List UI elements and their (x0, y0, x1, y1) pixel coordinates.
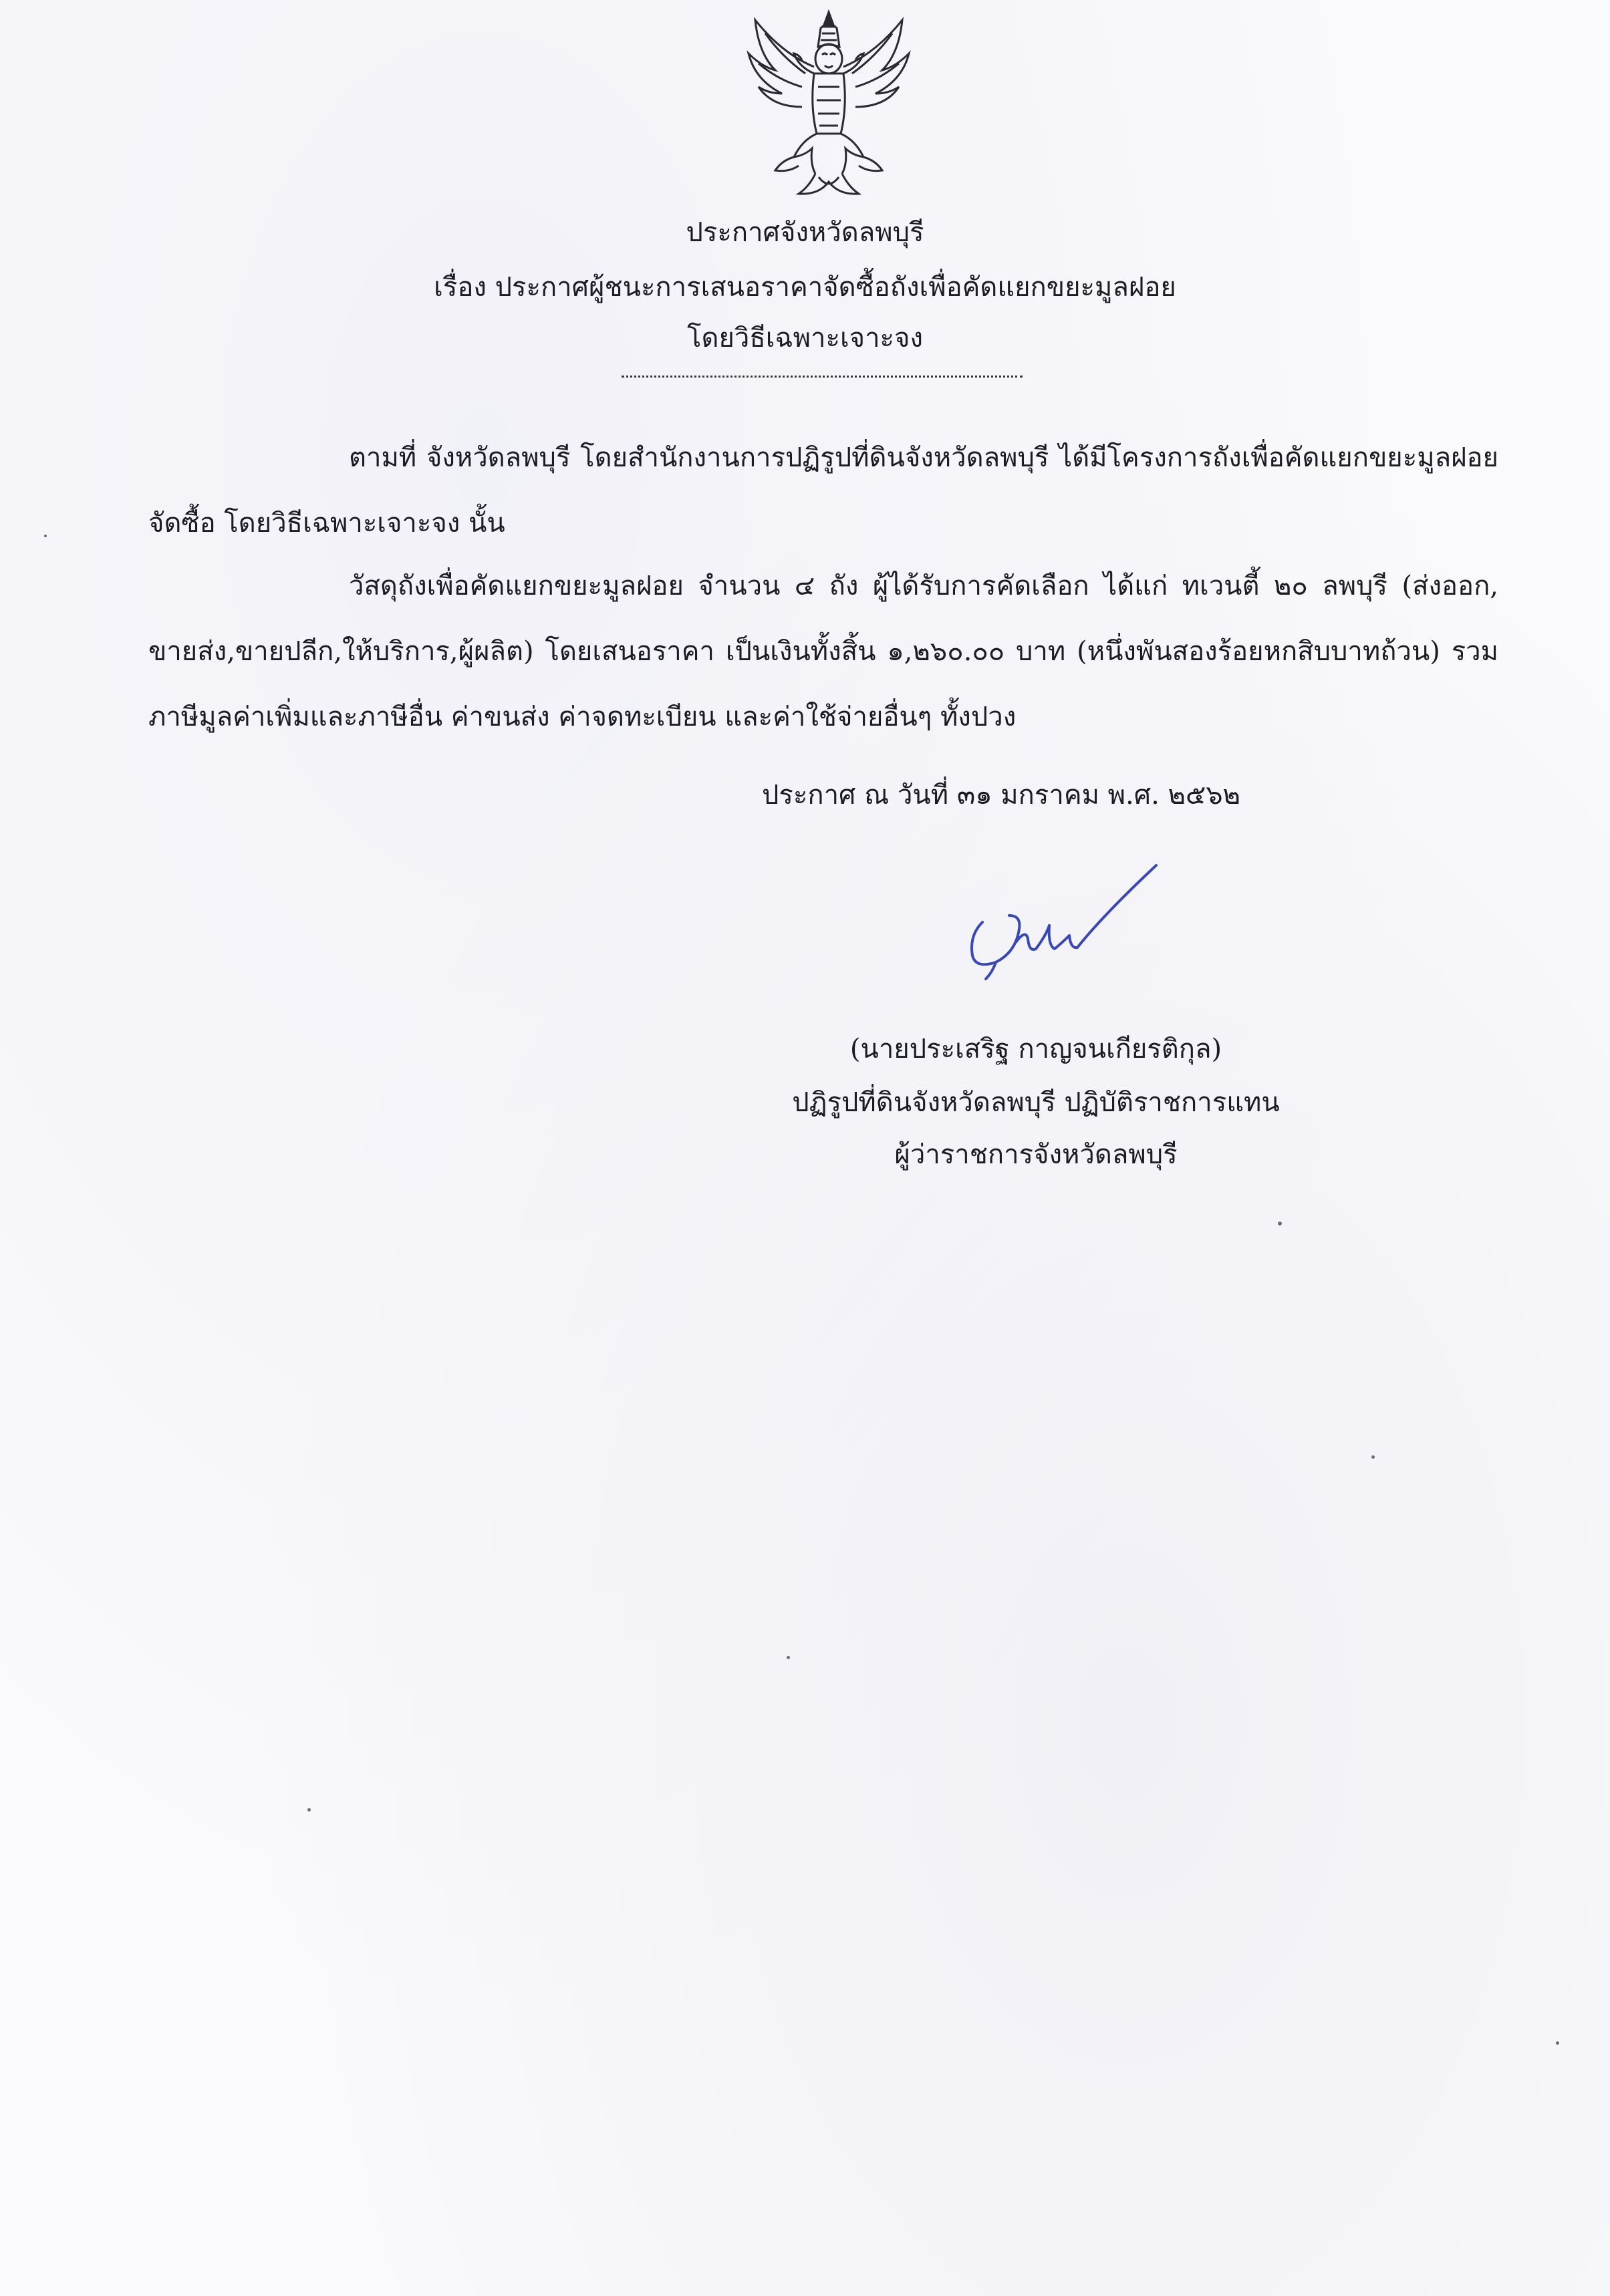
signatory-authority: ผู้ว่าราชการจังหวัดลพบุรี (894, 1139, 1178, 1170)
scan-speck (787, 1656, 790, 1659)
scan-speck (1371, 1455, 1375, 1459)
announcement-date: ประกาศ ณ วันที่ ๓๑ มกราคม พ.ศ. ๒๕๖๒ (762, 780, 1240, 811)
announcement-title: ประกาศจังหวัดลพบุรี (686, 217, 924, 248)
scan-speck (1556, 2041, 1559, 2045)
handwritten-signature (956, 862, 1176, 989)
body-paragraph-2: วัสดุถังเพื่อคัดแยกขยะมูลฝอย จำนวน ๔ ถัง ผู้ได้รับการคัดเลือก ได้แก่ ทเวนตี้ ๒๐ ลพบุรี (ส่งออก, ขายส่ง,ขายปลีก,ให้บริการ,ผู้ผลิต) โดยเสนอราคา เป็นเงินทั้งสิ้น ๑,๒๖๐.๐๐ บาท (หนึ่งพันสองร้อยหกสิบบาทถ้วน) รวมภาษีมูลค่าเพิ่มและภาษีอื่น ค่าขนส่ง ค่าจดทะเบียน และค่าใช้จ่ายอื่นๆ ทั้งปวง (148, 571, 1499, 732)
dotted-divider (622, 376, 1023, 378)
signatory-name: (นายประเสริฐ กาญจนเกียรติกุล) (849, 1034, 1222, 1064)
procurement-method: โดยวิธีเฉพาะเจาะจง (686, 323, 924, 353)
scan-speck (307, 1808, 311, 1812)
body-paragraph-1: ตามที่ จังหวัดลพบุรี โดยสำนักงานการปฏิรูปที่ดินจังหวัดลพบุรี ได้มีโครงการถังเพื่อคัดแยกขยะมูลฝอยจัดซื้อ โดยวิธีเฉพาะเจาะจง นั้น (148, 442, 1498, 539)
scan-speck (44, 535, 47, 537)
announcement-subject: เรื่อง ประกาศผู้ชนะการเสนอราคาจัดซื้อถังเพื่อคัดแยกขยะมูลฝอย (434, 272, 1176, 303)
scan-speck (1278, 1222, 1282, 1226)
signatory-position: ปฏิรูปที่ดินจังหวัดลพบุรี ปฏิบัติราชการแทน (792, 1087, 1280, 1118)
garuda-emblem-icon (735, 7, 922, 200)
